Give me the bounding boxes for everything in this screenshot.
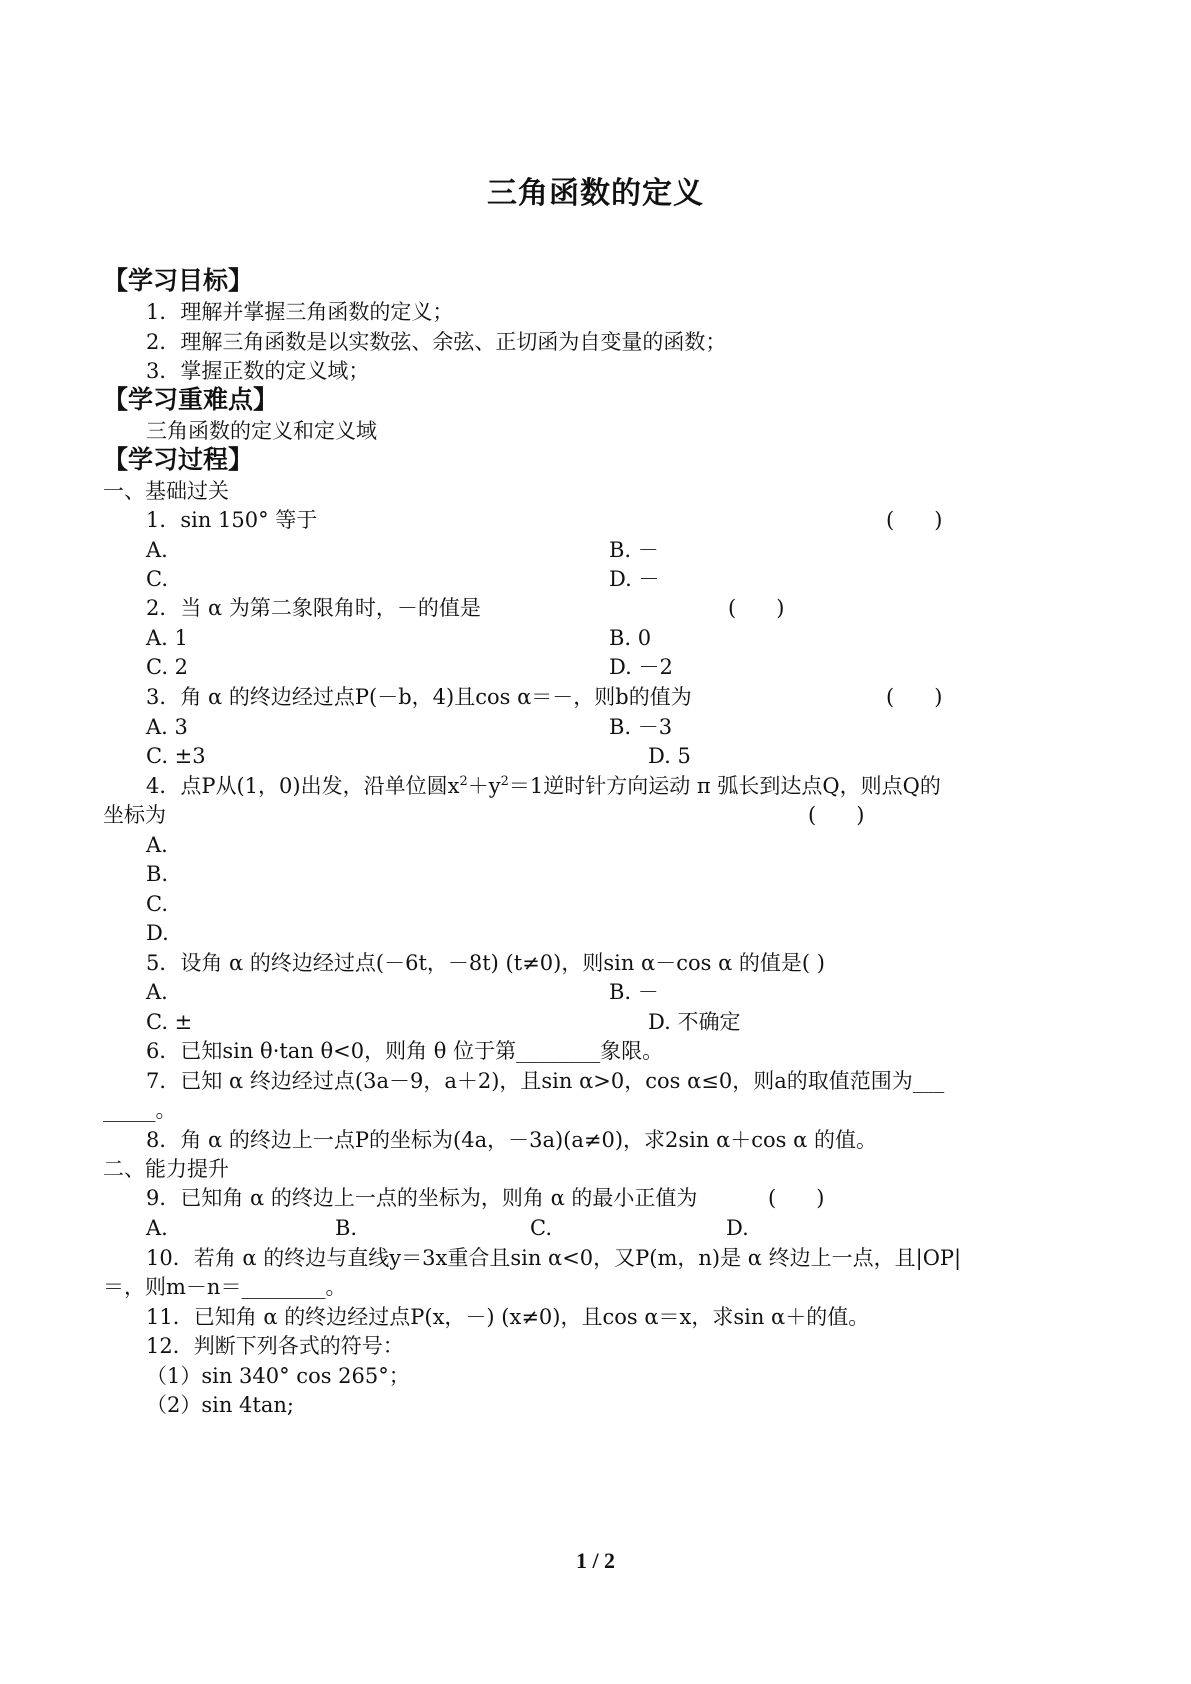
page-number: 1 / 2 (575, 1548, 616, 1573)
option-d: D. 不确定 (648, 1010, 741, 1034)
answer-paren: ( ) (886, 508, 943, 532)
section-heading-process: 【学习过程】 (103, 445, 254, 474)
option-d: D. 5 (648, 744, 691, 768)
option-c: C. 2 (146, 655, 189, 679)
option-a: A. 3 (146, 715, 188, 739)
option-b: B. －3 (609, 715, 673, 739)
section-heading-key-points: 【学习重难点】 (103, 385, 279, 414)
question-stem: 8．角 α 的终边上一点P的坐标为(4a，－3a)(a≠0)，求2sin α＋cos α 的值。 (146, 1128, 877, 1152)
option-c: C. ±3 (146, 744, 206, 768)
page-title: 三角函数的定义 (487, 176, 704, 211)
option-a: A. (146, 538, 168, 562)
question-stem-continued: _____。 (103, 1098, 177, 1122)
option-d: D. (726, 1216, 749, 1240)
sub-item: （2）sin 4tan; (146, 1393, 294, 1417)
question-stem: 2．当 α 为第二象限角时，－的值是 (146, 596, 481, 620)
question-stem-continued: ＝，则m－n＝________。 (103, 1275, 347, 1299)
question-stem: 4．点P从(1，0)出发，沿单位圆$x^2+y^2=1$逆时针方向运动 π 弧长到达点Q，则点Q的 (146, 774, 941, 798)
answer-paren: ( ) (728, 596, 785, 620)
option-a: A. (146, 833, 168, 857)
part-heading: 一、基础过关 (103, 479, 229, 503)
part-heading: 二、能力提升 (103, 1157, 229, 1181)
goal-item: 2．理解三角函数是以实数弦、余弦、正切函为自变量的函数； (146, 330, 727, 354)
question-stem: 5．设角 α 的终边经过点(－6t，－8t) (t≠0)，则sin α－cos α 的值是( ) (146, 951, 825, 975)
question-stem-continued: 坐标为 (103, 803, 166, 827)
option-c: C. (146, 892, 168, 916)
question-stem: 7．已知 α 终边经过点(3a－9，a＋2)，且sin α>0，cos α≤0，则a的取值范围为___ (146, 1069, 945, 1093)
section-heading-goals: 【学习目标】 (103, 266, 254, 295)
question-stem: 1．sin 150° 等于 (146, 508, 318, 532)
question-stem: 3．角 α 的终边经过点P(－b，4)且cos α＝－，则b的值为 (146, 685, 692, 709)
option-c: C. ± (146, 1010, 193, 1034)
option-d: D. － (609, 567, 660, 591)
option-a: A. (146, 980, 168, 1004)
goal-item: 1．理解并掌握三角函数的定义； (146, 300, 454, 324)
option-d: D. (146, 921, 169, 945)
goal-item: 3．掌握正数的定义域； (146, 359, 370, 383)
option-a: A. (146, 1216, 168, 1240)
option-c: C. (530, 1216, 552, 1240)
answer-paren: ( ) (886, 685, 943, 709)
answer-paren: ( ) (808, 803, 865, 827)
key-points-text: 三角函数的定义和定义域 (146, 419, 377, 443)
option-b: B. (335, 1216, 358, 1240)
option-b: B. 0 (609, 626, 652, 650)
option-b: B. － (609, 980, 659, 1004)
question-stem: 11．已知角 α 的终边经过点P(x，－) (x≠0)，且cos α＝x，求sin α＋的值。 (146, 1305, 870, 1329)
option-a: A. 1 (146, 626, 188, 650)
answer-paren: ( ) (768, 1186, 825, 1210)
sub-item: （1）sin 340° cos 265°； (146, 1364, 410, 1388)
question-stem: 6．已知sin θ·tan θ<0，则角 θ 位于第________象限。 (146, 1039, 664, 1063)
option-b: B. (146, 862, 169, 886)
question-stem: 9．已知角 α 的终边上一点的坐标为，则角 α 的最小正值为 (146, 1186, 698, 1210)
question-stem: 12．判断下列各式的符号： (146, 1334, 404, 1358)
question-stem: 10．若角 α 的终边与直线y＝3x重合且sin α<0，又P(m，n)是 α 终边上一点，且|OP| (146, 1246, 962, 1270)
option-d: D. －2 (609, 655, 673, 679)
option-b: B. － (609, 538, 659, 562)
option-c: C. (146, 567, 168, 591)
